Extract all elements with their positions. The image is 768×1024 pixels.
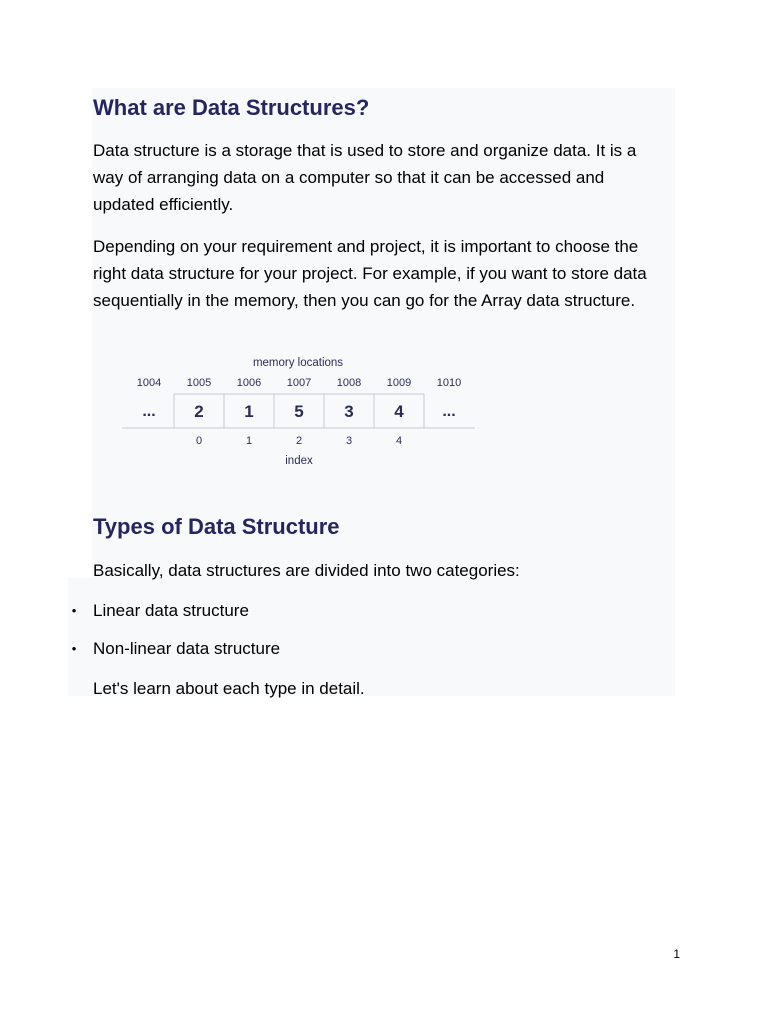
memory-address-label: 1008 bbox=[336, 377, 362, 389]
array-index-label: 2 bbox=[295, 435, 303, 447]
array-index-label: 4 bbox=[395, 435, 403, 447]
list-item-label: Linear data structure bbox=[93, 601, 249, 620]
paragraph-types-intro: Basically, data structures are divided into two categories: bbox=[93, 561, 520, 580]
section-title-types: Types of Data Structure bbox=[93, 514, 340, 539]
array-cell-value: 1 bbox=[244, 402, 254, 421]
diagram-bottom-label: index bbox=[285, 455, 313, 467]
section-title-data-structures: What are Data Structures? bbox=[93, 95, 370, 120]
bullet-icon: • bbox=[71, 603, 77, 618]
array-cell-value: 5 bbox=[294, 402, 304, 421]
paragraph-choosing: Depending on your requirement and project, it is important to choose the right data structure for your project. For example, if you want to store data sequentially in the memory, then you can go for the Array data structure. bbox=[93, 237, 647, 310]
paragraph-types-outro: Let's learn about each type in detail. bbox=[93, 679, 365, 698]
array-cell-value: 3 bbox=[344, 402, 354, 421]
array-cell-value: 2 bbox=[194, 402, 204, 421]
page-number: 1 bbox=[673, 947, 680, 961]
memory-address-label: 1010 bbox=[436, 377, 462, 389]
array-cell-value: 4 bbox=[394, 402, 404, 421]
memory-address-label: 1007 bbox=[286, 377, 312, 389]
array-cell-value: ... bbox=[142, 403, 156, 420]
array-index-label: 3 bbox=[345, 435, 353, 447]
memory-address-label: 1009 bbox=[386, 377, 412, 389]
array-index-label: 0 bbox=[195, 435, 203, 447]
memory-address-label: 1005 bbox=[186, 377, 212, 389]
list-item-label: Non-linear data structure bbox=[93, 639, 281, 658]
array-memory-diagram bbox=[118, 348, 483, 478]
diagram-top-label: memory locations bbox=[252, 357, 344, 369]
paragraph-definition: Data structure is a storage that is used to store and organize data. It is a way of arranging data on a computer so that it can be accessed and updated efficiently. bbox=[93, 141, 637, 214]
memory-address-label: 1006 bbox=[236, 377, 262, 389]
bullet-icon: • bbox=[71, 641, 77, 656]
memory-address-label: 1004 bbox=[136, 377, 162, 389]
list-item bbox=[71, 597, 249, 624]
list-item bbox=[71, 635, 281, 662]
array-cell-value: ... bbox=[442, 403, 456, 420]
array-index-label: 1 bbox=[245, 435, 253, 447]
